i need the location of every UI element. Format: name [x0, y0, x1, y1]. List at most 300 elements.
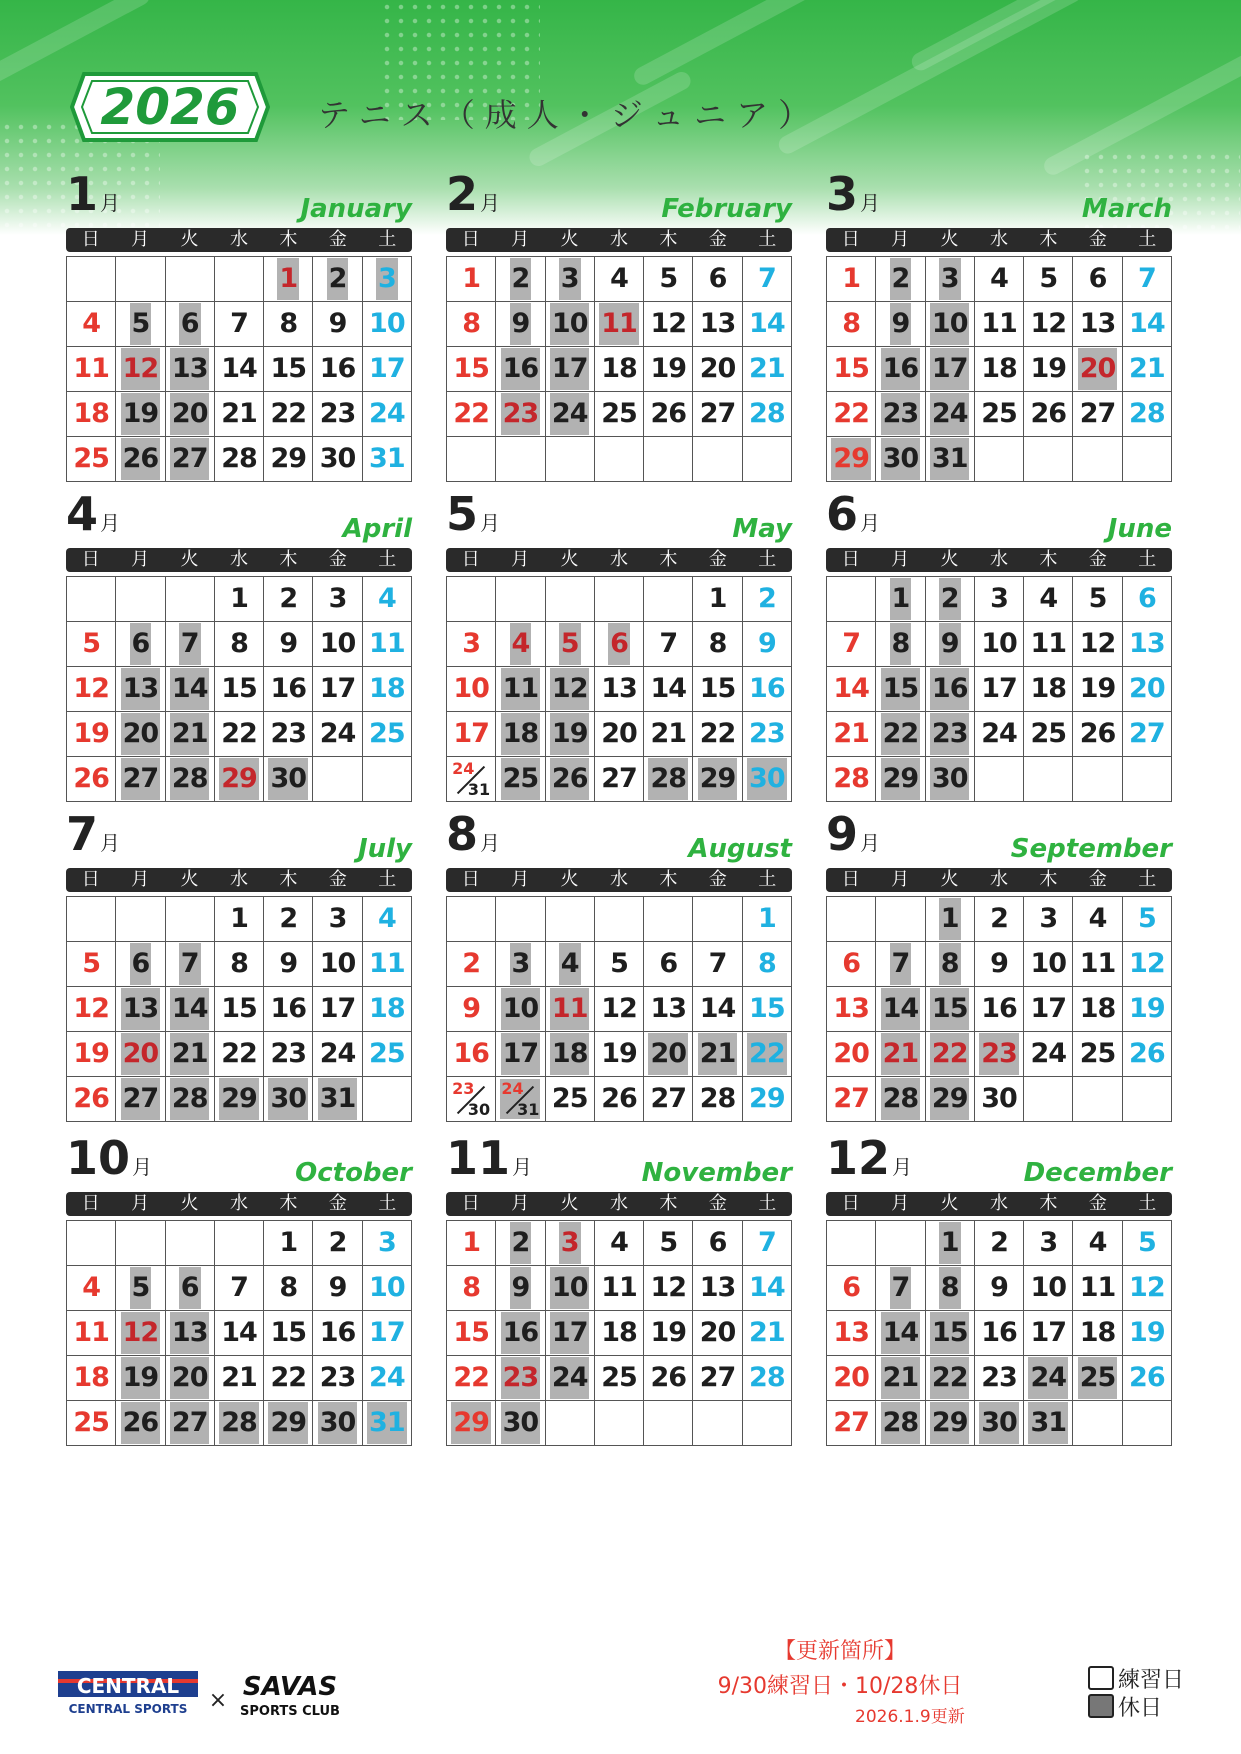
- day-cell: [313, 987, 362, 1032]
- day-cell: [693, 667, 742, 712]
- day-cell: [1073, 942, 1122, 987]
- day-number: 3: [559, 1222, 581, 1264]
- month-number: [826, 167, 881, 226]
- day-number: 11: [550, 988, 590, 1030]
- day-number: 23: [270, 1038, 307, 1069]
- day-number: 10: [930, 303, 970, 345]
- day-cell: [926, 942, 975, 987]
- day-cell: [595, 1401, 644, 1446]
- month-number: [446, 1131, 533, 1190]
- day-number: 14: [170, 988, 210, 1030]
- day-cell: [1073, 987, 1122, 1032]
- day-number: 5: [559, 623, 581, 665]
- day-cell: [313, 437, 362, 482]
- day-number: 17: [369, 1317, 405, 1348]
- day-cell: [1024, 1221, 1073, 1266]
- day-number: 12: [1129, 948, 1165, 979]
- day-cell: [67, 347, 116, 392]
- day-cell: [447, 622, 496, 667]
- day-number: 29: [831, 438, 871, 480]
- day-cell: [1123, 1356, 1172, 1401]
- day-number: 25: [551, 1083, 588, 1114]
- day-cell: [313, 1266, 362, 1311]
- day-number: 8: [279, 1272, 298, 1303]
- day-number: 21: [650, 718, 687, 749]
- day-number: 1: [230, 583, 248, 614]
- weekday-label: 土: [1138, 549, 1157, 570]
- day-number: 8: [939, 943, 961, 985]
- holiday-swatch: [1088, 1694, 1114, 1718]
- day-cell: [595, 987, 644, 1032]
- day-number: 10: [369, 308, 405, 339]
- day-number: 28: [170, 1078, 210, 1120]
- day-number: 10: [319, 948, 356, 979]
- day-cell: [363, 392, 412, 437]
- day-number: 6: [708, 1227, 727, 1258]
- day-number: 17: [981, 673, 1017, 704]
- decor-streak: [776, 0, 1085, 157]
- weekday-label: 月: [511, 1193, 530, 1214]
- day-number: 4: [1088, 1227, 1107, 1258]
- day-number: 27: [1129, 718, 1165, 749]
- month-suffix: 月: [860, 191, 881, 215]
- day-number: 26: [650, 1362, 687, 1393]
- day-cell: [496, 257, 545, 302]
- day-cell: [215, 392, 264, 437]
- day-cell: [1024, 1077, 1073, 1122]
- logo-cross: ×: [208, 1688, 228, 1713]
- day-number: 17: [369, 353, 405, 384]
- day-cell: [496, 1077, 545, 1122]
- day-number: 11: [1079, 948, 1116, 979]
- day-cell: [264, 942, 313, 987]
- weekday-label: 木: [279, 229, 298, 250]
- day-number: 23: [501, 393, 541, 435]
- day-cell: [264, 1221, 313, 1266]
- day-cell: [693, 987, 742, 1032]
- day-cell: [363, 667, 412, 712]
- day-number: 28: [219, 1402, 259, 1444]
- month-name: December: [1023, 1158, 1172, 1188]
- day-number: 2: [757, 583, 776, 614]
- day-number: 13: [1129, 628, 1165, 659]
- legend-holiday-label: 休日: [1118, 1695, 1163, 1721]
- day-number: 23: [881, 393, 921, 435]
- day-cell: [215, 347, 264, 392]
- weekday-header: [826, 228, 1172, 252]
- day-cell: [926, 1356, 975, 1401]
- day-cell: [644, 757, 693, 802]
- day-cell: [363, 987, 412, 1032]
- day-cell: [595, 1356, 644, 1401]
- day-cell: [313, 257, 362, 302]
- day-cell: [876, 942, 925, 987]
- month-suffix: 月: [100, 191, 121, 215]
- day-number: 23: [749, 718, 785, 749]
- day-number: 2: [890, 258, 912, 300]
- day-cell: [313, 757, 362, 802]
- day-number: 26: [121, 438, 161, 480]
- day-number: 2: [462, 948, 481, 979]
- day-cell: [1024, 897, 1073, 942]
- day-cell: [496, 622, 545, 667]
- day-number: 24: [319, 1038, 356, 1069]
- day-cell: [313, 1356, 362, 1401]
- day-cell: [1073, 897, 1122, 942]
- weekday-label: 金: [708, 549, 727, 570]
- weekday-label: 金: [328, 229, 347, 250]
- sponsor-logos: [58, 1665, 358, 1725]
- day-cell: [595, 1266, 644, 1311]
- day-number: 29: [219, 758, 259, 800]
- day-cell: [215, 897, 264, 942]
- weekday-label: 水: [989, 549, 1008, 570]
- day-cell: [743, 987, 792, 1032]
- day-number: 10: [369, 1272, 405, 1303]
- day-number: 16: [319, 353, 356, 384]
- day-number: 30: [268, 1078, 308, 1120]
- day-number: 4: [377, 903, 396, 934]
- day-cell: [1024, 1032, 1073, 1077]
- weekday-label: 日: [841, 869, 860, 890]
- day-cell: [1024, 942, 1073, 987]
- day-number: 12: [550, 668, 590, 710]
- day-number: 8: [279, 308, 298, 339]
- day-number: 12: [1079, 628, 1116, 659]
- day-cell: [447, 1077, 496, 1122]
- day-cell: [743, 302, 792, 347]
- day-number: 24: [501, 1079, 524, 1098]
- month-number-text: 1: [66, 167, 99, 221]
- weekday-header: [826, 548, 1172, 572]
- day-number: 7: [179, 623, 201, 665]
- day-cell: [827, 302, 876, 347]
- day-number: 28: [881, 1078, 921, 1120]
- day-cell: [546, 1401, 595, 1446]
- day-number: 3: [510, 943, 532, 985]
- weekday-label: 火: [180, 229, 199, 250]
- day-cell: [1123, 1032, 1172, 1077]
- day-cell: [363, 942, 412, 987]
- day-cell: [876, 622, 925, 667]
- day-number: 19: [650, 1317, 687, 1348]
- day-cell: [827, 257, 876, 302]
- day-number: 20: [1129, 673, 1165, 704]
- day-number: 29: [930, 1402, 970, 1444]
- month-header: [66, 1131, 412, 1190]
- day-number: 28: [1129, 398, 1165, 429]
- day-cell: [264, 302, 313, 347]
- day-number: 11: [369, 948, 405, 979]
- day-cell: [546, 347, 595, 392]
- day-cell: [693, 712, 742, 757]
- month-header: [446, 487, 792, 546]
- day-number: 7: [842, 628, 861, 659]
- day-cell: [116, 897, 165, 942]
- day-number: 17: [1030, 1317, 1067, 1348]
- day-number: 27: [650, 1083, 687, 1114]
- day-number: 24: [369, 398, 405, 429]
- day-number: 18: [981, 353, 1017, 384]
- day-cell: [313, 1077, 362, 1122]
- day-number: 9: [890, 303, 912, 345]
- day-number: 25: [369, 718, 405, 749]
- month-number: [826, 1131, 913, 1190]
- day-cell: [975, 1077, 1024, 1122]
- day-cell: [1073, 1266, 1122, 1311]
- day-cell: [546, 987, 595, 1032]
- day-cell: [546, 1077, 595, 1122]
- month-header: [826, 1131, 1172, 1190]
- weekday-label: 土: [378, 1193, 397, 1214]
- day-cell: [363, 1077, 412, 1122]
- month-header: [446, 167, 792, 226]
- day-number: 3: [328, 583, 347, 614]
- weekday-label: 金: [328, 1193, 347, 1214]
- day-number: 3: [377, 1227, 396, 1258]
- year-label: 2026: [100, 78, 240, 136]
- day-cell: [644, 667, 693, 712]
- day-cell: [1123, 712, 1172, 757]
- weekday-label: 木: [1039, 549, 1058, 570]
- day-cell: [166, 897, 215, 942]
- day-number: 14: [221, 1317, 257, 1348]
- day-cell: [926, 757, 975, 802]
- day-cell: [975, 757, 1024, 802]
- day-cell: [67, 1356, 116, 1401]
- day-cell: [975, 987, 1024, 1032]
- weekday-label: 土: [378, 549, 397, 570]
- logo-central-sub: CENTRAL SPORTS: [68, 1702, 188, 1716]
- day-cell: [876, 1077, 925, 1122]
- day-cell: [827, 757, 876, 802]
- day-number: 5: [610, 948, 628, 979]
- weekday-label: 火: [180, 549, 199, 570]
- day-number: 24: [319, 718, 356, 749]
- day-number: 3: [376, 258, 398, 300]
- day-cell: [496, 1266, 545, 1311]
- day-cell: [743, 1311, 792, 1356]
- day-number: 27: [601, 763, 637, 794]
- month-number: [66, 807, 121, 866]
- day-cell: [166, 667, 215, 712]
- day-cell: [693, 347, 742, 392]
- weekday-label: 木: [1039, 869, 1058, 890]
- day-cell: [975, 257, 1024, 302]
- day-number: 26: [1030, 398, 1067, 429]
- day-number: 5: [1039, 263, 1058, 294]
- day-cell: [546, 302, 595, 347]
- day-cell: [644, 987, 693, 1032]
- day-cell: [166, 437, 215, 482]
- day-number: 22: [881, 713, 921, 755]
- day-number: 21: [221, 398, 257, 429]
- day-number: 6: [179, 303, 201, 345]
- day-cell: [264, 1356, 313, 1401]
- day-cell: [496, 437, 545, 482]
- day-grid: [446, 896, 792, 1122]
- day-cell: [116, 1266, 165, 1311]
- day-number: 22: [747, 1033, 787, 1075]
- logo-central: CENTRAL: [76, 1674, 180, 1698]
- day-number: 21: [1129, 353, 1165, 384]
- day-number: 5: [659, 1227, 678, 1258]
- day-cell: [67, 1311, 116, 1356]
- day-cell: [876, 257, 925, 302]
- day-cell: [693, 1311, 742, 1356]
- month-number-text: 5: [446, 487, 479, 541]
- day-cell: [693, 897, 742, 942]
- day-number: 6: [1137, 583, 1156, 614]
- day-number: 9: [990, 948, 1008, 979]
- day-cell: [215, 1221, 264, 1266]
- day-cell: [67, 667, 116, 712]
- day-cell: [166, 257, 215, 302]
- weekday-label: 土: [1138, 869, 1157, 890]
- day-number: 21: [221, 1362, 257, 1393]
- day-number: 18: [601, 353, 637, 384]
- day-cell: [975, 1311, 1024, 1356]
- day-number: 3: [939, 258, 961, 300]
- day-number: 7: [708, 948, 727, 979]
- day-cell: [67, 897, 116, 942]
- day-number: 2: [279, 903, 298, 934]
- day-cell: [827, 1221, 876, 1266]
- day-cell: [447, 1032, 496, 1077]
- day-cell: [693, 1356, 742, 1401]
- weekday-label: 木: [279, 1193, 298, 1214]
- day-cell: [496, 712, 545, 757]
- day-cell: [926, 347, 975, 392]
- month-header: [446, 1131, 792, 1190]
- month-name: September: [1010, 834, 1172, 864]
- day-cell: [693, 622, 742, 667]
- day-cell: [264, 347, 313, 392]
- day-cell: [975, 1401, 1024, 1446]
- day-number: 9: [328, 1272, 347, 1303]
- day-cell: [447, 577, 496, 622]
- month-march: [826, 167, 1172, 482]
- weekday-label: 土: [758, 549, 777, 570]
- month-january: [66, 167, 412, 482]
- day-cell: [1123, 1401, 1172, 1446]
- day-number: 21: [749, 353, 785, 384]
- day-cell: [876, 1356, 925, 1401]
- day-cell: [116, 1311, 165, 1356]
- day-number: 13: [833, 993, 869, 1024]
- month-header: [66, 167, 412, 226]
- day-number: 17: [550, 1312, 590, 1354]
- day-cell: [116, 622, 165, 667]
- day-cell: [313, 1221, 362, 1266]
- day-number: 25: [1078, 1357, 1118, 1399]
- month-number: [446, 487, 501, 546]
- day-number: 19: [601, 1038, 637, 1069]
- day-number: 31: [318, 1078, 358, 1120]
- day-cell: [1073, 667, 1122, 712]
- day-number: 20: [601, 718, 637, 749]
- day-cell: [215, 1401, 264, 1446]
- day-number: 15: [930, 988, 970, 1030]
- day-cell: [743, 942, 792, 987]
- day-number: 29: [451, 1402, 491, 1444]
- month-suffix: 月: [860, 831, 881, 855]
- day-number: 22: [930, 1033, 970, 1075]
- day-grid: [826, 896, 1172, 1122]
- weekday-label: 水: [229, 1193, 248, 1214]
- day-number: 21: [698, 1033, 738, 1075]
- day-number: 11: [73, 353, 109, 384]
- day-cell: [1073, 712, 1122, 757]
- day-cell: [166, 1311, 215, 1356]
- day-number: 11: [1030, 628, 1067, 659]
- day-cell: [975, 667, 1024, 712]
- day-number: 28: [749, 1362, 785, 1393]
- weekday-label: 金: [328, 869, 347, 890]
- day-cell: [546, 1356, 595, 1401]
- day-cell: [496, 1311, 545, 1356]
- day-cell: [116, 757, 165, 802]
- day-number: 21: [170, 1033, 210, 1075]
- day-cell: [67, 757, 116, 802]
- day-number: 6: [708, 263, 727, 294]
- day-number: 12: [121, 1312, 161, 1354]
- day-number: 19: [73, 1038, 109, 1069]
- weekday-label: 木: [659, 549, 678, 570]
- day-cell: [116, 437, 165, 482]
- day-number: 4: [1039, 583, 1058, 614]
- day-number: 1: [708, 583, 727, 614]
- day-cell: [926, 1401, 975, 1446]
- day-number: 2: [327, 258, 349, 300]
- weekday-header: [66, 1192, 412, 1216]
- day-number: 14: [749, 1272, 785, 1303]
- weekday-label: 水: [229, 549, 248, 570]
- day-number: 1: [939, 1222, 961, 1264]
- day-cell: [215, 257, 264, 302]
- day-cell: [876, 757, 925, 802]
- day-cell: [644, 392, 693, 437]
- day-cell: [595, 1032, 644, 1077]
- day-number: 16: [453, 1038, 489, 1069]
- weekday-label: 木: [1039, 229, 1058, 250]
- day-number: 14: [170, 668, 210, 710]
- day-cell: [1024, 712, 1073, 757]
- day-number: 1: [890, 578, 912, 620]
- day-number: 15: [881, 668, 921, 710]
- day-number: 3: [462, 628, 481, 659]
- update-note: [680, 1634, 1000, 1700]
- day-number: 5: [1088, 583, 1107, 614]
- weekday-header: [66, 868, 412, 892]
- day-cell: [644, 942, 693, 987]
- weekday-label: 日: [81, 869, 100, 890]
- day-cell: [926, 1311, 975, 1356]
- month-number-text: 8: [446, 807, 479, 861]
- day-number: 28: [699, 1083, 736, 1114]
- day-number: 8: [230, 628, 248, 659]
- day-number: 7: [230, 308, 248, 339]
- day-cell: [166, 1266, 215, 1311]
- day-number: 29: [219, 1078, 259, 1120]
- day-cell: [1073, 577, 1122, 622]
- day-cell: [1073, 757, 1122, 802]
- month-suffix: 月: [100, 511, 121, 535]
- day-number: 20: [833, 1362, 869, 1393]
- weekday-label: 水: [989, 1193, 1008, 1214]
- day-number: 12: [650, 308, 687, 339]
- day-cell: [1024, 1266, 1073, 1311]
